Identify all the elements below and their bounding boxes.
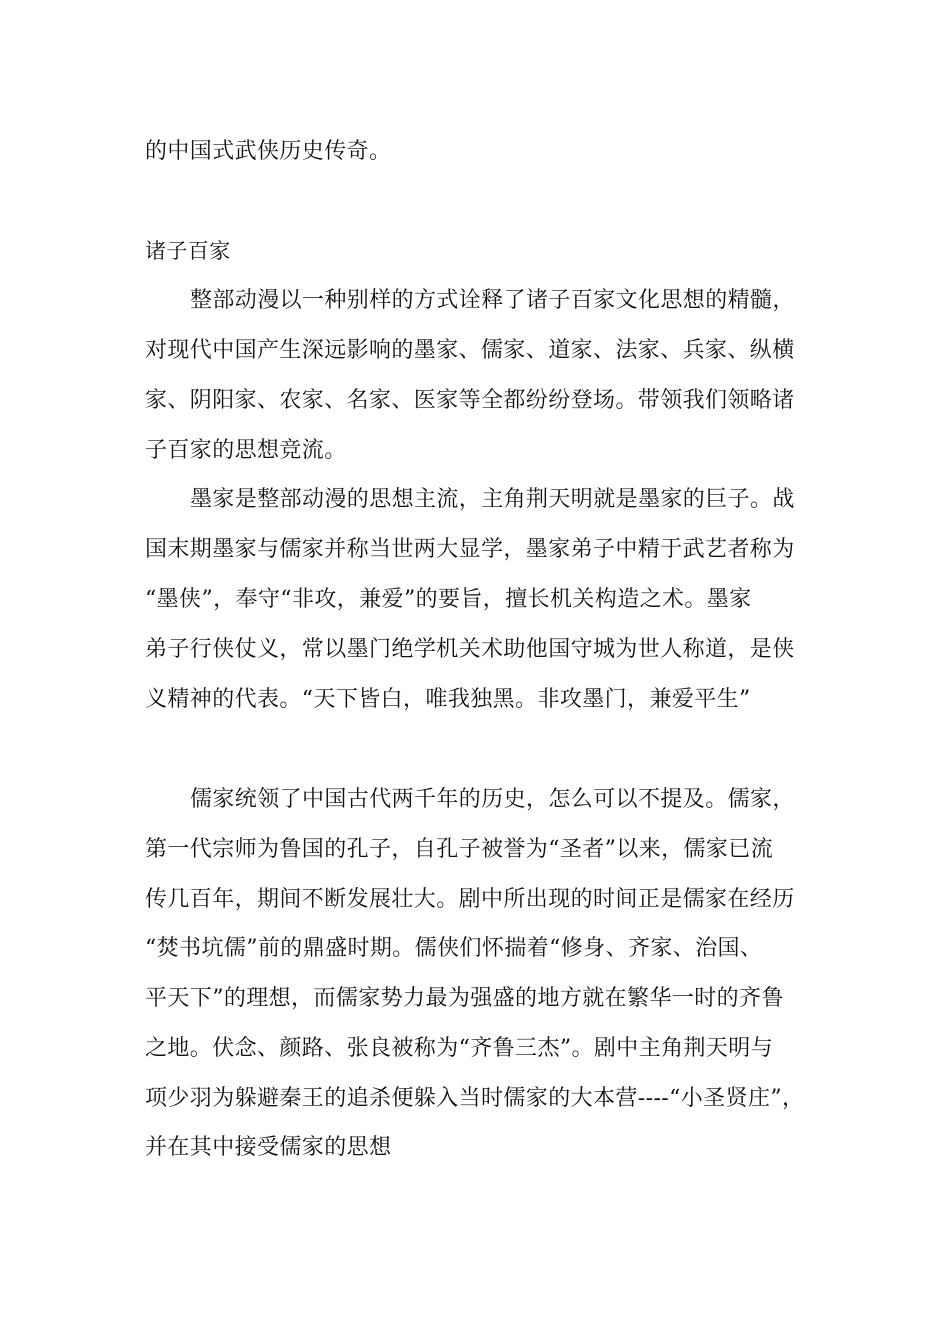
paragraph-line: “墨侠”，奉守“非攻，兼爱”的要旨，擅长机关构造之术。墨家	[145, 587, 752, 612]
paragraph-line: 墨家是整部动漫的思想主流，主角荆天明就是墨家的巨子。战	[190, 487, 795, 512]
paragraph-line: 对现代中国产生深远影响的墨家、儒家、道家、法家、兵家、纵横	[145, 338, 795, 363]
paragraph-line: “焚书坑儒”前的鼎盛时期。儒侠们怀揣着“修身、齐家、治国、	[145, 936, 763, 961]
paragraph-line: 传几百年，期间不断发展壮大。剧中所出现的时间正是儒家在经历	[145, 887, 795, 912]
paragraph-line: 家、阴阳家、农家、名家、医家等全都纷纷登场。带领我们领略诸	[145, 388, 795, 413]
paragraph-line: 子百家的思想竞流。	[145, 438, 347, 463]
paragraph-line: 平天下”的理想，而儒家势力最为强盛的地方就在繁华一时的齐鲁	[145, 986, 784, 1011]
paragraph-line: 儒家统领了中国古代两千年的历史，怎么可以不提及。儒家，	[190, 787, 795, 812]
paragraph-line: 之地。伏念、颜路、张良被称为“齐鲁三杰”。剧中主角荆天明与	[145, 1036, 774, 1061]
paragraph-line: 第一代宗师为鲁国的孔子，自孔子被誉为“圣者”以来，儒家已流	[145, 837, 774, 862]
section-heading: 诸子百家	[145, 239, 231, 263]
paragraph-line: 弟子行侠仗义，常以墨门绝学机关术助他国守城为世人称道，是侠	[145, 637, 795, 662]
paragraph-line: 并在其中接受儒家的思想	[145, 1135, 392, 1160]
paragraph-line: 国末期墨家与儒家并称当世两大显学，墨家弟子中精于武艺者称为	[145, 537, 795, 562]
paragraph-line: 整部动漫以一种别样的方式诠释了诸子百家文化思想的精髓，	[190, 288, 795, 313]
paragraph-line: 项少羽为躲避秦王的追杀便躲入当时儒家的大本营----“小圣贤庄”，	[145, 1086, 805, 1111]
continuation-text: 的中国式武侠历史传奇。	[145, 139, 392, 164]
paragraph-line: 义精神的代表。“天下皆白，唯我独黑。非攻墨门，兼爱平生”	[145, 687, 751, 712]
